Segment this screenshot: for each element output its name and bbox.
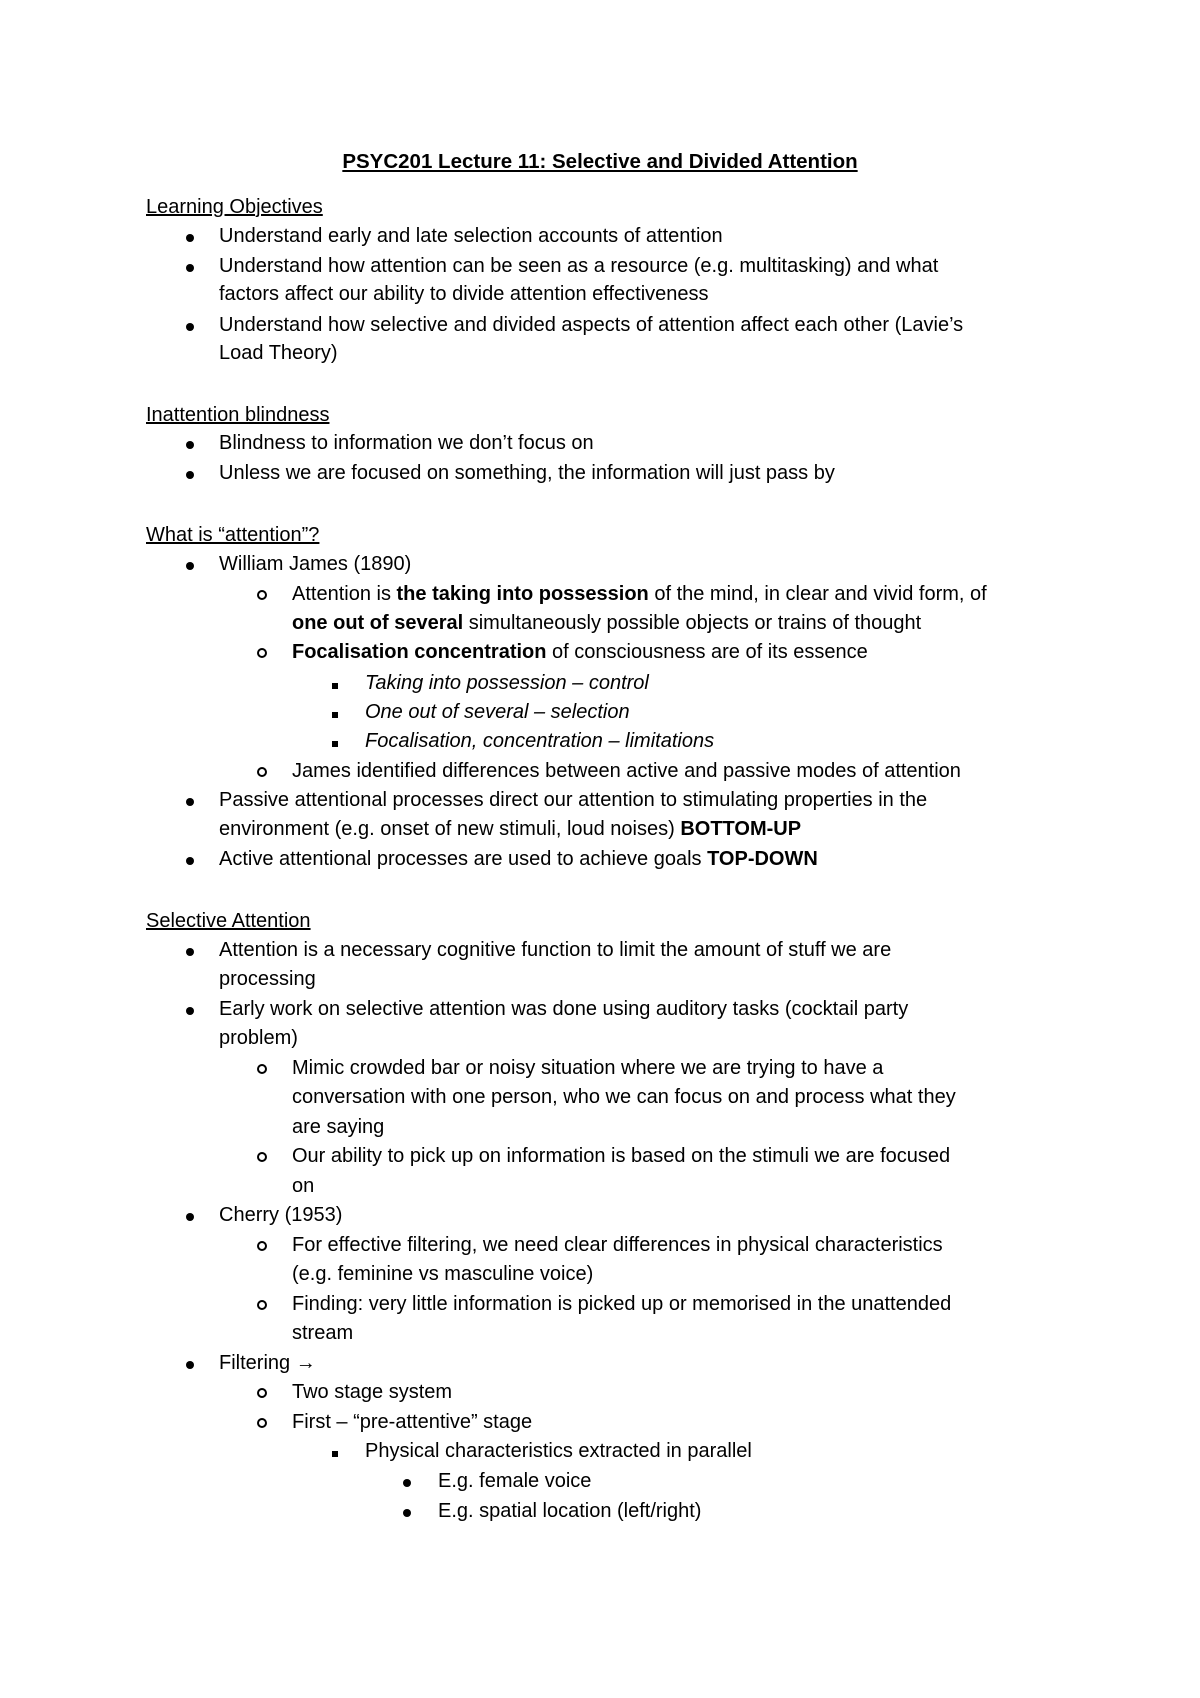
list-item: Filtering → — [219, 1352, 316, 1374]
list-item: Physical characteristics extracted in parallel — [365, 1440, 752, 1462]
sub-bullet-icon — [257, 648, 267, 658]
list-item: Understand early and late selection accounts of attention — [219, 225, 723, 247]
list-item: First – “pre-attentive” stage — [292, 1411, 533, 1433]
list-item: William James (1890) — [219, 553, 412, 575]
square-bullet-icon — [332, 1451, 338, 1457]
section-heading-learning-objectives: Learning Objectives — [146, 196, 323, 218]
list-item: Cherry (1953) — [219, 1204, 343, 1226]
bullet-icon — [186, 323, 194, 331]
bullet-icon — [186, 562, 194, 570]
bullet-icon — [186, 1007, 194, 1015]
bullet-icon — [186, 1361, 194, 1369]
sub-bullet-icon — [257, 590, 267, 600]
section-heading-what-is-attention: What is “attention”? — [146, 524, 320, 546]
sub-bullet-icon — [257, 1241, 267, 1251]
sub-bullet-icon — [257, 1388, 267, 1398]
sub-bullet-icon — [257, 767, 267, 777]
list-item-continuation: problem) — [219, 1027, 298, 1049]
bullet-icon — [186, 471, 194, 479]
arrow-right-icon: → — [295, 1352, 316, 1374]
square-bullet-icon — [332, 683, 338, 689]
sub-bullet-icon — [257, 1418, 267, 1428]
list-item: E.g. spatial location (left/right) — [438, 1500, 702, 1522]
list-item: Focalisation concentration of consciousness are of its essence — [292, 641, 868, 663]
list-item-continuation: processing — [219, 968, 316, 990]
square-bullet-icon — [332, 712, 338, 718]
section-heading-inattention-blindness: Inattention blindness — [146, 404, 330, 426]
list-item: Blindness to information we don’t focus on — [219, 432, 594, 454]
list-item: Finding: very little information is picked up or memorised in the unattended — [292, 1293, 952, 1315]
list-item-continuation: on — [292, 1175, 315, 1197]
list-item: Understand how attention can be seen as a resource (e.g. multitasking) and what — [219, 255, 939, 277]
list-item: For effective filtering, we need clear differences in physical characteristics — [292, 1234, 943, 1256]
bullet-icon — [186, 948, 194, 956]
list-item-continuation: stream — [292, 1322, 354, 1344]
list-item: Focalisation, concentration – limitations — [365, 730, 715, 752]
list-item: Active attentional processes are used to achieve goals TOP-DOWN — [219, 848, 818, 870]
list-item: E.g. female voice — [438, 1470, 592, 1492]
bullet-icon — [186, 441, 194, 449]
bullet-icon — [403, 1479, 411, 1487]
list-item-continuation: one out of several simultaneously possible objects or trains of thought — [292, 612, 922, 634]
list-item: James identified differences between active and passive modes of attention — [292, 760, 961, 782]
list-item: Passive attentional processes direct our attention to stimulating properties in the — [219, 789, 928, 811]
list-item-continuation: factors affect our ability to divide attention effectiveness — [219, 283, 709, 305]
bullet-icon — [186, 264, 194, 272]
list-item: Our ability to pick up on information is based on the stimuli we are focused — [292, 1145, 951, 1167]
list-item: Mimic crowded bar or noisy situation where we are trying to have a — [292, 1057, 884, 1079]
list-item-continuation: conversation with one person, who we can focus on and process what they — [292, 1086, 956, 1108]
bullet-icon — [186, 1213, 194, 1221]
list-item: One out of several – selection — [365, 701, 630, 723]
bullet-icon — [186, 234, 194, 242]
square-bullet-icon — [332, 741, 338, 747]
bullet-icon — [186, 857, 194, 865]
list-item-continuation: environment (e.g. onset of new stimuli, loud noises) BOTTOM-UP — [219, 818, 802, 840]
sub-bullet-icon — [257, 1300, 267, 1310]
list-item-continuation: Load Theory) — [219, 342, 338, 364]
section-heading-selective-attention: Selective Attention — [146, 910, 311, 932]
list-item-quote: Attention is the taking into possession of the mind, in clear and vivid form, of — [292, 583, 987, 605]
sub-bullet-icon — [257, 1064, 267, 1074]
bullet-icon — [403, 1509, 411, 1517]
list-item: Early work on selective attention was done using auditory tasks (cocktail party — [219, 998, 909, 1020]
list-item: Taking into possession – control — [365, 672, 649, 694]
page-title: PSYC201 Lecture 11: Selective and Divided Attention — [342, 150, 858, 173]
list-item: Unless we are focused on something, the information will just pass by — [219, 462, 835, 484]
list-item-continuation: are saying — [292, 1116, 385, 1138]
sub-bullet-icon — [257, 1152, 267, 1162]
bullet-icon — [186, 798, 194, 806]
list-item: Two stage system — [292, 1381, 453, 1403]
list-item: Understand how selective and divided aspects of attention affect each other (Lavie’s — [219, 314, 964, 336]
list-item: Attention is a necessary cognitive function to limit the amount of stuff we are — [219, 939, 892, 961]
list-item-continuation: (e.g. feminine vs masculine voice) — [292, 1263, 594, 1285]
